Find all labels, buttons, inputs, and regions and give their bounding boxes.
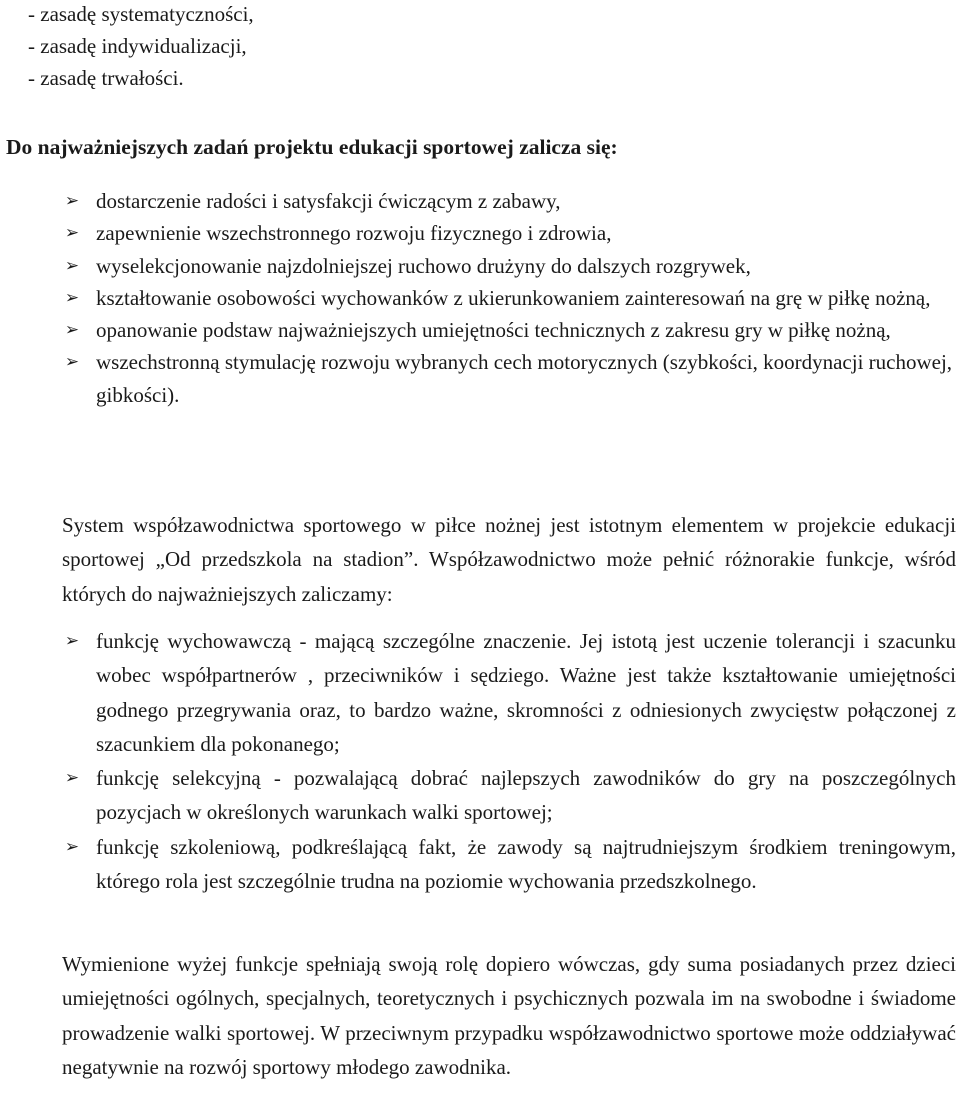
arrow-bullet-icon: ➢ (64, 287, 80, 308)
arrow-bullet-icon: ➢ (64, 255, 80, 276)
tasks-list (0, 185, 960, 411)
task-item (0, 282, 960, 314)
arrow-bullet-icon: ➢ (64, 223, 80, 244)
task-text: dostarczenie radości i satysfakcji ćwiczącym z zabawy, (96, 189, 561, 213)
principles-list (28, 0, 254, 94)
task-item (0, 185, 960, 217)
principle-item: - zasadę trwałości. (28, 66, 184, 90)
task-text: kształtowanie osobowości wychowanków z ukierunkowaniem zainteresowań na grę w piłkę nożną, (96, 285, 931, 310)
task-text: wyselekcjonowanie najzdolniejszej ruchowo drużyny do dalszych rozgrywek, (96, 253, 751, 278)
closing-paragraph: Wymienione wyżej funkcje spełniają swoją rolę dopiero wówczas, gdy suma posiadanych przez dzieci umiejętności ogólnych, specjalnych, teoretycznych i psychicznych pozwala im na swobodne i świadome prowadzenie walki sportowej. W przeciwnym przypadku współzawodnictwo sportowe może oddziaływać negatywnie na rozwój sportowy młodego zawodnika. (62, 952, 956, 1079)
tasks-heading: Do najważniejszych zadań projektu edukacji sportowej zalicza się: (6, 135, 618, 159)
function-text: funkcję wychowawczą - mającą szczególne znaczenie. Jej istotą jest uczenie tolerancji i szacunku wobec współpartnerów , przeciwników i sędziego. Ważne jest także kształtowanie umiejętności godnego przegrywania oraz, to bardzo ważne, skromności z odniesionych zwycięstw połączonej z szacunkiem dla pokonanego; (96, 629, 956, 756)
principle-item: - zasadę indywidualizacji, (28, 34, 247, 58)
function-item (0, 830, 960, 899)
function-text: funkcję szkoleniową, podkreślającą fakt, że zawody są najtrudniejszym środkiem treningowym, którego rola jest szczególnie trudna na poziomie wychowania przedszkolnego. (96, 834, 956, 894)
function-item (0, 761, 960, 830)
arrow-bullet-icon: ➢ (64, 320, 80, 341)
task-item (0, 314, 960, 346)
task-text: wszechstronną stymulację rozwoju wybranych cech motorycznych (szybkości, koordynacji ruchowej, gibkości). (96, 350, 953, 407)
arrow-bullet-icon: ➢ (64, 191, 80, 211)
function-text: funkcję selekcyjną - pozwalającą dobrać najlepszych zawodników do gry na poszczególnych pozycjach w określonych warunkach walki sportowej; (96, 766, 956, 825)
function-item (0, 624, 960, 761)
task-item (0, 346, 960, 411)
arrow-bullet-icon: ➢ (64, 836, 80, 857)
principle-item: - zasadę systematyczności, (28, 2, 254, 26)
arrow-bullet-icon: ➢ (64, 352, 80, 373)
arrow-bullet-icon: ➢ (64, 631, 80, 651)
task-text: opanowanie podstaw najważniejszych umiejętności technicznych z zakresu gry w piłkę nożną, (96, 318, 891, 343)
task-text: zapewnienie wszechstronnego rozwoju fizycznego i zdrowia, (96, 221, 612, 246)
task-item (0, 250, 960, 282)
arrow-bullet-icon: ➢ (64, 768, 80, 789)
competition-paragraph: System współzawodnictwa sportowego w piłce nożnej jest istotnym elementem w projekcie edukacji sportowej „Od przedszkola na stadion”. Współzawodnictwo może pełnić różnorakie funkcje, wśród których do najważniejszych zaliczamy: (62, 513, 956, 606)
functions-list (0, 624, 960, 898)
task-item (0, 217, 960, 249)
